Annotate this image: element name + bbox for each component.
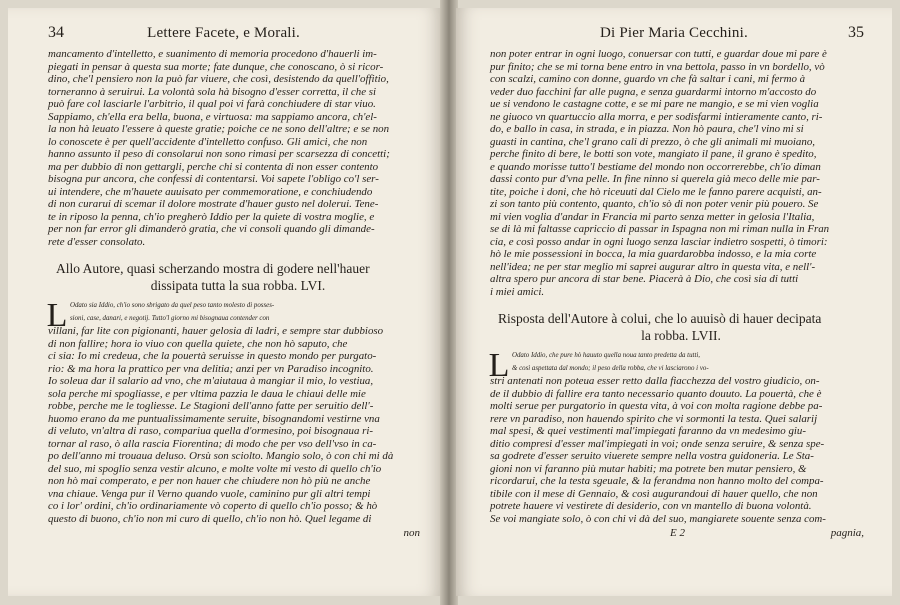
text-line: rio: & ma hora la prattico per vna delitia; anzi per vn Paradiso incognito.	[48, 362, 374, 375]
right-letter-ending	[490, 48, 864, 298]
text-line: questo di buono, ch'io non mi curo di quello, ch'io non hò. Quel legame di	[48, 512, 372, 525]
drop-cap: L	[46, 297, 68, 334]
text-line: tornar al raso, ò alla rascia Fiorentina; di modo che per vso dell'vso in ca-	[48, 437, 377, 450]
text-line: tibile con il mese di Gennaio, & così augurandoui di hauer quello, che non	[490, 487, 818, 500]
text-line: sa godrete d'esser seruito viuerete sempre nella vostra guidoneria. Le Sta-	[490, 450, 814, 462]
text-line: veder duo facchini far alle pugna, e senza guardarmi intorno m'accosto do	[490, 85, 817, 98]
page-number: 35	[848, 24, 864, 41]
text-line: po dell'anno mi trouaua deluso. Orsù son sciolto. Mangio solo, ò con chi mi dà	[48, 450, 394, 462]
catchword: pagnia,	[830, 527, 864, 539]
text-line: hò le mie possessioni in bocca, la mia guardarobba indosso, e la mia corte	[490, 248, 817, 260]
text-line: cia, e così posso andar in ogni luogo senza lasciar indietro sospetti, ò timori:	[490, 235, 828, 248]
left-letter-ending	[48, 48, 420, 248]
text-line: huomo erano da me puntualissimamente seruite, bisognandomi vestirne vna	[48, 412, 380, 425]
text-line: se di là mi faltasse capriccio di passar in Ispagna non mi riman nulla in Fran	[490, 223, 830, 235]
text-line: dassi conto pur d'vna pelle. In fine ninno si querela già meco delle mie par-	[490, 173, 820, 185]
heading-line: dissipata tutta la sua robba. LVI.	[150, 278, 326, 293]
left-running-head	[48, 24, 420, 42]
right-footer	[490, 527, 864, 539]
running-title: Lettere Facete, e Morali.	[147, 25, 300, 41]
text-line: zi son tanto più contento, quanto, ch'io sò di non poter venir più pouero. Se	[490, 198, 819, 210]
signature-mark: E 2	[670, 527, 685, 539]
text-line: dino, che'l pensiero non la può far viuere, che così, desistendo da quell'offitio,	[48, 73, 389, 85]
text-line: Se voi mangiate solo, ò con chi vi dà del suo, mangiarete souente senza com-	[490, 512, 826, 525]
right-page	[456, 8, 892, 596]
text-line: rere vn paradiso, non hauendo spirito che vi sormonti la testa. Quei salarij	[490, 412, 818, 425]
letter-body-lvi	[46, 297, 420, 525]
text-line: mi vien voglia d'andar in Francia mi parto senza metter in gelosia l'Italia,	[490, 210, 815, 223]
text-line: ci sia: Io mi credeua, che la pouertà seruisse in questo mondo per purgato-	[48, 350, 377, 362]
text-line: torneranno à seruirui. La volontà sola hà bisogno d'esser corretta, il che si	[48, 85, 377, 98]
text-line: Odato Iddio, che pure hò hauuto quella noua tanto predetta da tutti,	[512, 352, 701, 359]
letter-heading-lvi	[48, 260, 420, 294]
text-line: de il dubbio di fallire era tanto necessario quanto douuto. La pouertà, che è	[490, 387, 822, 400]
text-line: tite, poiche i doni, che hò riceuuti dal Cielo me le fanno parere acquisti, an-	[490, 185, 822, 198]
heading-line: Risposta dell'Autore à colui, che lo auuisò di hauer decipata	[498, 311, 822, 326]
text-line: non poter entrar in ogni luogo, conuersar con tutti, e guardar doue mi pare è	[490, 48, 827, 60]
drop-cap: L	[488, 347, 510, 384]
text-line: mal spesi, & quei vestimenti mal'impiegati faranno da vn medesimo giu-	[490, 425, 806, 437]
text-line: bisogna pur ancora, che confessi di contentarsi. Voi sapete l'obligo co'l ser-	[48, 173, 379, 185]
text-line: & così aspettata dal mondo; il peso della robba, che vi lasciarono i vo-	[512, 364, 709, 372]
text-line: piegati in pensar à questa sua morte; fate dunque, che conoscano, ò si ricor-	[48, 60, 384, 73]
text-line: gioni non vi faranno più mutar habiti; ma potrete ben mutar pensiero, &	[490, 462, 807, 475]
text-line: di non fallire; hora io viuo con quella quiete, che non hò saputo, che	[48, 337, 348, 350]
text-line: la non hà leuato l'essere à queste gratie; poiche ce ne sono dell'altre; e se non	[48, 123, 390, 135]
text-line: ma per dubbio di non gettargli, perche chi si contenta di non esser contento	[48, 160, 379, 173]
text-line: nell'idea; ne per star meglio mi saprei augurar altro in questa vita, e nell'-	[490, 260, 816, 273]
text-line: potrete hauere vi vestirete di desiderio, con vn mantello di buona volontà.	[490, 500, 812, 512]
catchword: non	[403, 527, 420, 539]
text-line: di veluto, vn'altra di raso, compariua quella d'ormesino, poi bisognaua ri-	[48, 425, 374, 437]
text-line: i miei amici.	[490, 285, 545, 298]
text-line: Odato sia Iddio, ch'io sono sbrigato da quel peso tanto molesto di posses-	[70, 302, 275, 309]
text-line: ricordarui, che la testa sgeuale, & la ferandma non hanno molto del compa-	[490, 475, 824, 487]
text-line: ue si vendono le castagne cotte, e se mi pare ne mangio, e se mi vien voglia	[490, 98, 819, 110]
right-running-head	[490, 24, 864, 42]
text-line: per non far error gli dimanderò gratia, che vi consoli quando gli dimande-	[48, 223, 375, 235]
text-line: ne giuoco vn quartuccio alla morra, e per sodisfarmi intieramente canto, ri-	[490, 110, 823, 123]
heading-line: la robba. LVII.	[641, 328, 721, 343]
text-line: sola perche mi spogliasse, e per vltima pazzia le daua le chiaui delle mie	[48, 387, 366, 400]
running-title: Di Pier Maria Cecchini.	[600, 25, 748, 41]
text-line: e quando morisse tutto'l bestiame del mondo non occorrerebbe, ch'io diman	[490, 160, 821, 173]
text-line: con scalzi, camino con donne, guardo vn che fà saltar i cani, mi fermo à	[490, 73, 806, 85]
text-line: Sappiamo, ch'ella era bella, buona, e virtuosa: ma sappiamo ancora, ch'el-	[48, 110, 377, 123]
text-line: del suo, mi spoglio senza vestir alcuno, e molte volte mi vesto di quello ch'io	[48, 462, 382, 475]
text-line: non hò mai comperato, e per non hauer che chiudere non hò più ne anche	[48, 475, 371, 487]
text-line: ditio compresi d'esser mal'impiegati in voi; onde senza seruire, & senza spe-	[490, 437, 825, 450]
text-line: robbe, perche me le togliesse. Le Stagioni dell'anno fatte per seruitio dell'-	[48, 400, 374, 412]
text-line: perche finito di bere, le botti son vote, mangiato il pane, il grano è spedito,	[490, 148, 817, 160]
text-line: hanno assunto il peso di consolarui non sono rimasi per scarsezza di concetti;	[48, 148, 390, 160]
text-line: rete d'esser consolato.	[48, 235, 146, 248]
text-line: mancamento d'intelletto, e suanimento di memoria procedono d'hauerli im-	[48, 48, 377, 60]
text-line: molti serue per purgatorio in questa vita, à voi con molta ragione debbe pa-	[490, 400, 823, 412]
text-line: stri antenati non poteua esser retto dalla fiacchezza del vostro giudicio, on-	[490, 375, 820, 387]
text-line: può fare col lasciarle l'arbitrio, il qual poi vi farà conchiudere di star viuo.	[48, 98, 376, 110]
text-line: pur finito; che se mi torna bene entro in vna bettola, passo in vn bordello, vò	[490, 60, 825, 73]
left-footer	[48, 527, 420, 539]
text-line: do, e ballo in casa, in strada, e in piazza. Non hò paura, che'l vino mi si	[490, 123, 804, 135]
text-line: vna chiaue. Venga pur il Verno quando vuole, caminino pur gli altri tempi	[48, 487, 371, 500]
heading-line: Allo Autore, quasi scherzando mostra di godere nell'hauer	[56, 261, 370, 276]
left-page	[8, 8, 442, 596]
letter-heading-lvii	[490, 310, 864, 344]
text-line: lo conoscete è per quell'accidente d'intelletto confuso. Gli amici, che non	[48, 135, 368, 148]
text-line: guasti in cantina, che'l grano cali di prezzo, ò che gli animali mi muoiano,	[490, 135, 815, 148]
text-line: co i lor' ordini, ch'io ordinariamente vò coperto di quello ch'io posso; & hò	[48, 500, 378, 512]
text-line: Io soleua dar il salario ad vno, che m'aiutaua à mangiar il mio, lo vestiua,	[48, 375, 374, 387]
letter-body-lvii	[488, 347, 864, 525]
text-line: te in riposo la penna, ch'io pregherò Iddio per la quiete di vostra moglie, e	[48, 210, 375, 223]
text-line: altra spero pur ancora di star bene. Piacerà à Dio, che così sia di tutti	[490, 273, 799, 285]
text-line: villani, far lite con pigionanti, hauer gelosia di ladri, e sempre star dubbioso	[48, 325, 384, 337]
text-line: sioni, case, danari, e negotij. Tutto'l giorno mi bisognaua contender con	[70, 314, 270, 322]
page-number: 34	[48, 24, 64, 41]
text-line: ui intendere, che m'hauete auuisato per commemoratione, e conchiudendo	[48, 185, 373, 198]
text-line: di non curarui di scemar il dolore mostrate d'hauer gusto nel dolerui. Tene-	[48, 198, 379, 210]
